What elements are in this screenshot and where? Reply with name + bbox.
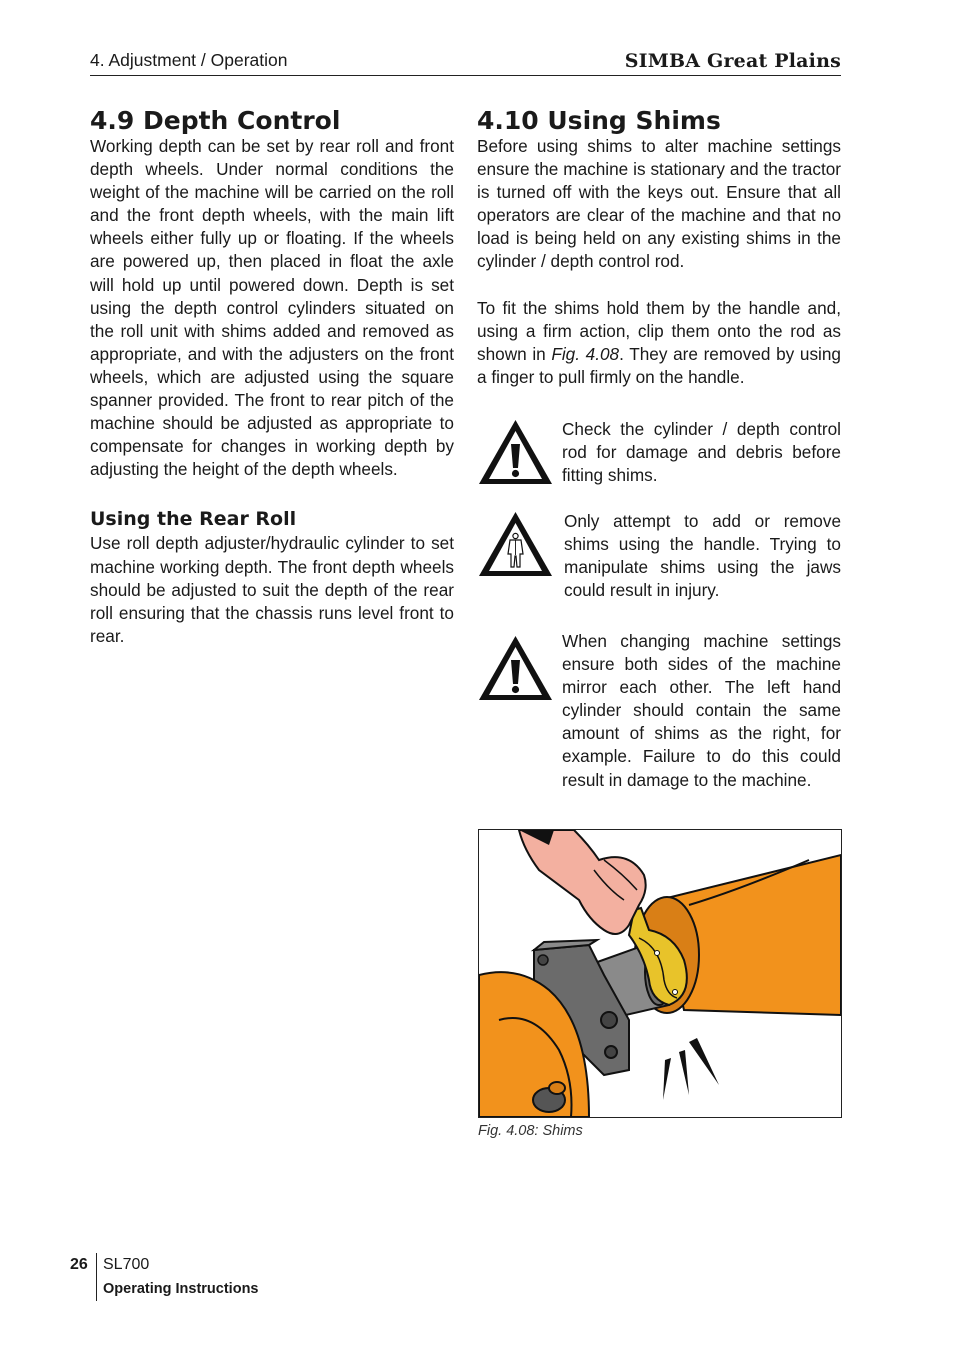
warning-text-3: When changing machine settings ensure both sides of the machine mirror each other. The left hand cylinder should contain the same amount of shims as the right, for example. Failure to do this could result in damage to the machine. bbox=[562, 631, 841, 790]
page-number: 26 bbox=[70, 1256, 88, 1273]
hand bbox=[519, 830, 646, 934]
warning-exclamation-icon bbox=[477, 418, 554, 486]
rear-roll-paragraph: Use roll depth adjuster/hydraulic cylinder to set machine working depth. The front depth wheels should be adjusted to suit the depth of the rear roll ensuring that the chassis runs level front to rear. bbox=[90, 533, 454, 646]
footer-model: SL700 bbox=[103, 1256, 150, 1273]
motion-lines bbox=[663, 1038, 719, 1100]
depth-control-paragraph: Working depth can be set by rear roll and front depth wheels. Under normal conditions the weight of the machine will be carried on the roll and the front depth wheels, with the main lift wheels either fully up or floating. If the wheels are powered up, then placed in float the axle will hold up until powered down. Depth is set using the depth control cylinders situated on the roll unit with shims added and removed as appropriate, and with the adjusters on the front wheels, which are adjusted using the square spanner provided. The front to rear pitch of the machine should be adjusted as appropriate to compensate for changes in working depth by adjusting the height of the depth wheels. bbox=[90, 136, 454, 480]
warning-text-2: Only attempt to add or remove shims using the handle. Trying to manipulate shims using the jaws could result in injury. bbox=[564, 511, 841, 601]
right-column bbox=[477, 105, 841, 389]
footer-divider bbox=[96, 1253, 97, 1301]
shims-illustration bbox=[479, 830, 841, 1117]
using-shims-heading: 4.10 Using Shims bbox=[477, 106, 721, 135]
rear-roll-subheading: Using the Rear Roll bbox=[90, 508, 297, 531]
depth-control-heading: 4.9 Depth Control bbox=[90, 106, 341, 135]
header-section-title: 4. Adjustment / Operation bbox=[90, 50, 288, 70]
figure-reference: Fig. 4.08 bbox=[551, 343, 620, 364]
using-shims-paragraph-1: Before using shims to alter machine settings ensure the machine is stationary and the tractor is turned off with the keys out. Ensure that all operators are clear of the machine and that no load is being held on any existing shims in the cylinder / depth control rod. bbox=[477, 136, 841, 272]
brand-logo: SIMBA Great Plains bbox=[624, 50, 841, 72]
using-shims-paragraph-2: To fit the shims hold them by the handle and, using a firm action, clip them onto the rod as shown in Fig. 4.08. They are removed by using a finger to pull firmly on the handle. bbox=[477, 297, 841, 387]
figure-caption: Fig. 4.08: Shims bbox=[478, 1123, 583, 1139]
warning-text-1: Check the cylinder / depth control rod for damage and debris before fitting shims. bbox=[562, 419, 841, 486]
shims-figure bbox=[478, 829, 842, 1118]
warning-protective-clothing-icon bbox=[477, 510, 554, 578]
footer-doc-title: Operating Instructions bbox=[103, 1281, 259, 1297]
header-rule bbox=[90, 75, 841, 76]
warning-exclamation-icon bbox=[477, 634, 554, 702]
left-column bbox=[90, 105, 454, 648]
